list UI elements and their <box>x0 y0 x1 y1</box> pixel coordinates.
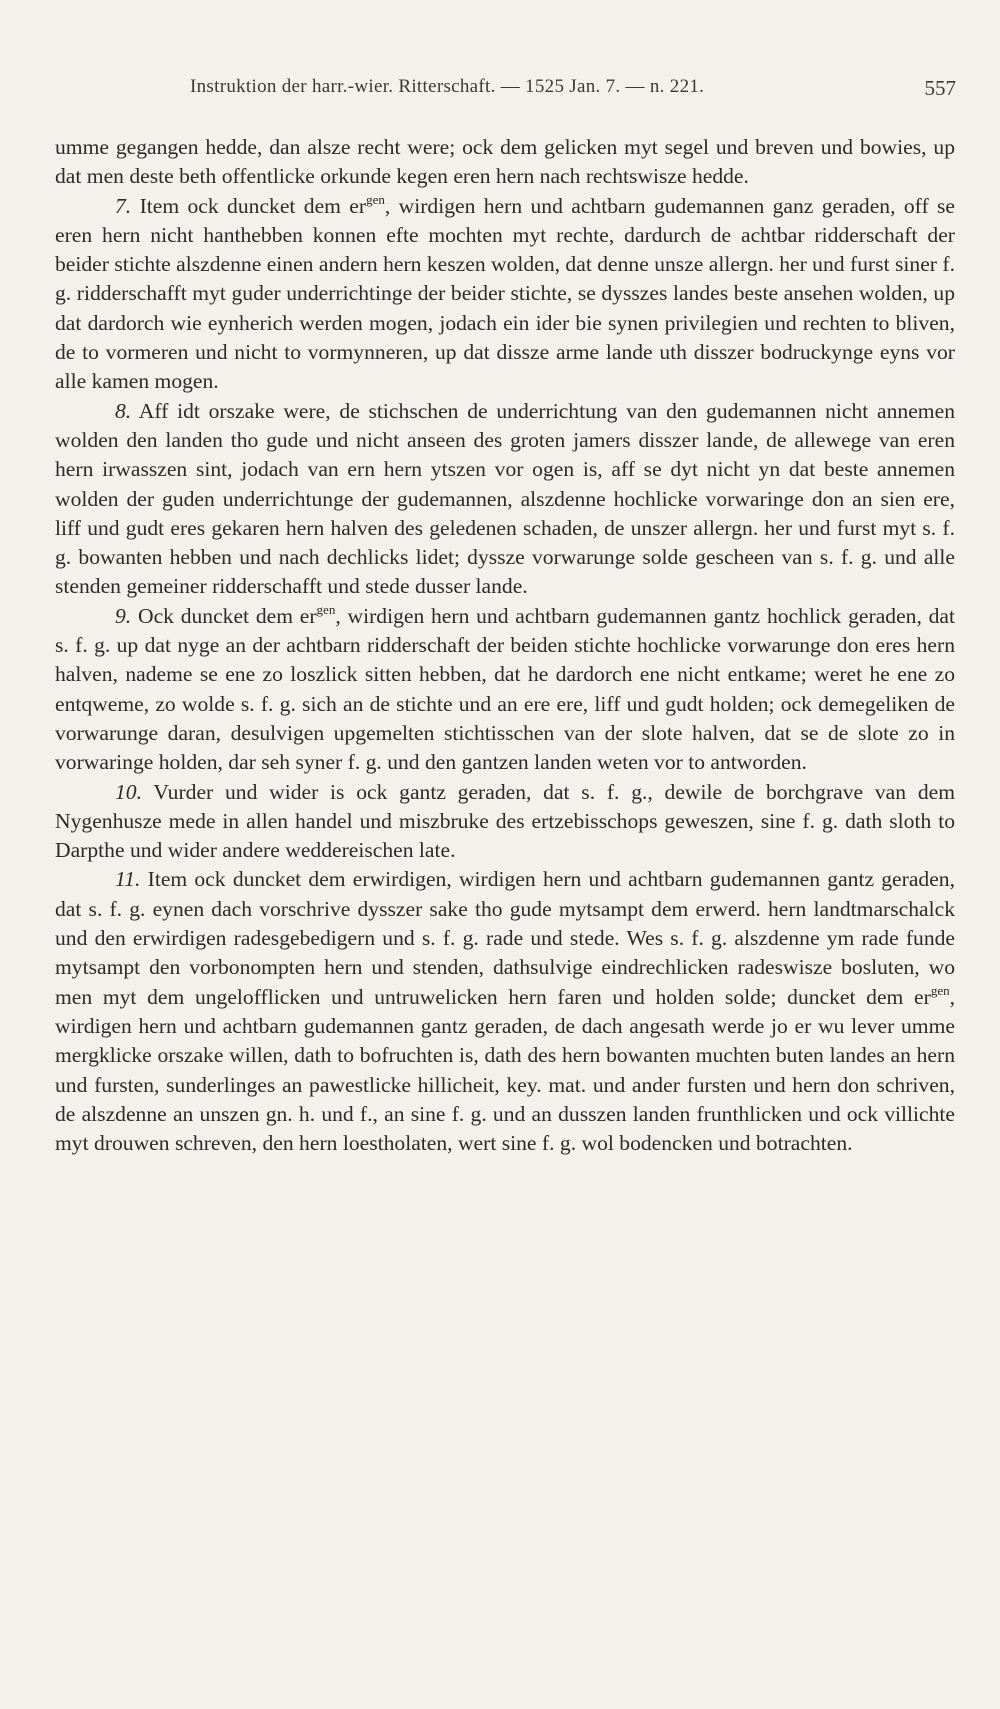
paragraph <box>55 602 955 778</box>
paragraph-text: Aff idt orszake were, de stichschen de underrichtung van den gudemannen nicht annemen wolden den landen tho gude und nicht anseen des groten jamers disszer lande, de allewege van eren hern irwasszen sint, jodach van ern hern ytszen vor ogen is, aff se dyt nicht yn dat beste annemen wolden der guden underrichtunge der gudemannen, alszdenne hochlicke vorwaringe don an sien ere, liff und gudt eres gekaren hern halven des geledenen schaden, de unszer allergn. her und furst myt s. f. g. bowanten hebben und nach dechlicks lidet; dyssze vorwarunge solde gescheen van s. f. g. und alle stenden gemeiner ridderschafft und stede dusser lande. <box>55 398 955 599</box>
superscript-abbrev: gen <box>930 982 950 998</box>
paragraph-text: Ock duncket dem er <box>137 603 317 628</box>
paragraph-text: , wirdigen hern und achtbarn gudemannen gantz hochlick geraden, dat s. f. g. up dat nyge an der achtbarn ridderschaft der beiden stichte hochlicke vorwarunge don eres hern halven, nademe se ene zo loszlick sitten hebben, dat he dardorch ene nicht entkame; weret he ene zo entqweme, zo wolde s. f. g. sich an de stichte und an ere ere, liff und gudt holden; ock demegeliken de vorwarunge daran, desulvigen upgemelten stichtisschen van der slote halven, dat se de slote zo in vorwaringe holden, dar seh syner f. g. und den gantzen landen weten vor to antworden. <box>55 603 955 775</box>
paragraph-text: umme gegangen hedde, dan alsze recht were; ock dem gelicken myt segel und breven und bowies, up dat men deste beth offentlicke orkunde kegen eren hern nach rechtswisze hedde. <box>55 135 955 189</box>
paragraph-text: Item ock duncket dem erwirdigen, wirdigen hern und achtbarn gudemannen gantz geraden, dat s. f. g. eynen dach vorschrive dysszer sake tho gude mytsampt dem erwerd. hern landtmarschalck und den erwirdigen radesgebedigern und s. f. g. rade und stede. Wes s. f. g. alszdenne ym rade funde mytsampt den vorbonompten hern und stenden, dathsulvige eindrechlicken radeswisze bosluten, wo men myt dem ungelofflicken und untruwelicken hern faren und holden solde; duncket dem er <box>55 867 955 1009</box>
body-text <box>55 133 955 1158</box>
paragraph-number: 8. <box>115 398 132 423</box>
page-number: 557 <box>924 76 956 100</box>
paragraph-text: Item ock duncket dem er <box>139 193 367 218</box>
paragraph-text: Vurder und wider is ock gantz geraden, dat s. f. g., dewile de borchgrave van dem Nygenhusze mede in allen handel und miszbruke des ertzebisschops geweszen, sine f. g. dath sloth to Darpthe und wider andere weddereischen late. <box>55 779 955 863</box>
paragraph-text: , wirdigen hern und achtbarn gudemannen ganz geraden, off se eren hern nicht hanthebben konnen efte mochten myt rechte, dardurch de achtbar ridderschaft der beider stichte alszdenne einen andern hern keszen wolden, dat denne unsze allergn. her und furst siner f. g. ridderschafft myt guder underrichtinge der beider stichte, se dysszes landes beste ansehen wolden, up dat dardorch wie eynherich werden mogen, jodach ein ider bie synen privilegien und rechten to bliven, de to vormeren und nicht to vormynneren, up dat dissze arme lande uth disszer bodruckynge eyns vor alle kamen mogen. <box>55 193 955 394</box>
superscript-abbrev: gen <box>316 601 336 617</box>
paragraph-number: 10. <box>115 779 142 804</box>
running-head <box>0 76 1000 106</box>
paragraph <box>55 865 955 1158</box>
running-head-title: Instruktion der harr.-wier. Ritterschaft. — 1525 Jan. 7. — n. 221. <box>190 76 705 97</box>
superscript-abbrev: gen <box>366 191 385 207</box>
paragraph-number: 7. <box>115 193 132 218</box>
paragraph <box>55 397 955 602</box>
paragraph <box>55 133 955 192</box>
paragraph-number: 11. <box>115 867 141 892</box>
paragraph-text: , wirdigen hern und achtbarn gudemannen gantz geraden, de dach angesath werde jo er wu lever umme mergklicke orszake willen, dath to bofruchten is, dath des hern bowanten muchten buten landes an hern und fursten, sunderlinges an pawestlicke hillicheit, key. mat. und ander fursten und hern don schriven, de alszdenne an unszen gn. h. und f., an sine f. g. und an dusszen landen frunthlicken und ock villichte myt drouwen schreven, den hern loestholaten, wert sine f. g. wol bodencken und botrachten. <box>55 984 955 1156</box>
paragraph-number: 9. <box>115 603 132 628</box>
paragraph <box>55 192 955 397</box>
paragraph <box>55 778 955 866</box>
